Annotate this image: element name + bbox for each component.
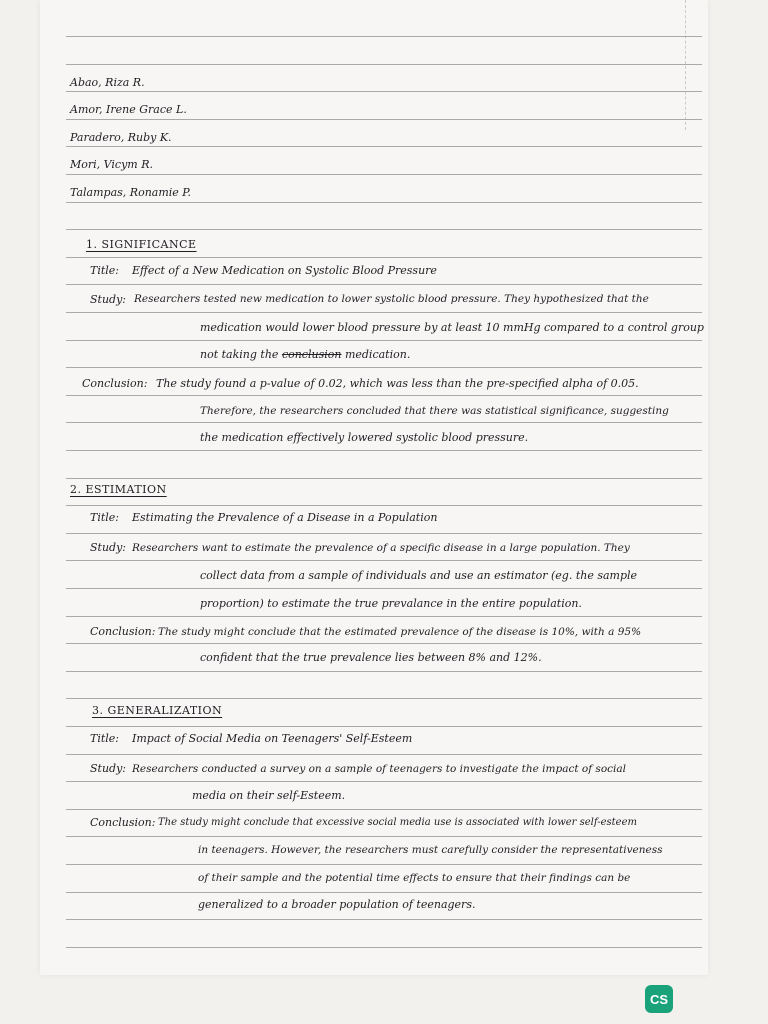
ruled-line: [66, 698, 702, 699]
study-text: medication would lower blood pressure by at least 10 mmHg compared to a control group: [200, 321, 704, 334]
conclusion-text: The study might conclude that excessive social media use is associated with lower self-esteem: [158, 817, 637, 828]
section-heading: 2. ESTIMATION: [70, 483, 167, 496]
conclusion-label: Conclusion:: [90, 816, 156, 829]
conclusion-text: the medication effectively lowered systolic blood pressure.: [200, 431, 529, 444]
study-label: Study:: [90, 762, 127, 775]
ruled-line: [66, 36, 702, 37]
ruled-line: [66, 671, 702, 672]
ruled-line: [66, 643, 702, 644]
ruled-line: [66, 91, 702, 92]
ruled-line: [66, 919, 702, 920]
study-title: Estimating the Prevalence of a Disease in a Population: [132, 511, 438, 524]
spiral-binding: [685, 0, 708, 130]
conclusion-label: Conclusion:: [82, 377, 148, 390]
ruled-line: [66, 174, 702, 175]
conclusion-text: generalized to a broader population of teenagers.: [198, 898, 476, 911]
ruled-line: [66, 505, 702, 506]
author-name: Amor, Irene Grace L.: [70, 103, 187, 116]
ruled-line: [66, 146, 702, 147]
study-text: proportion) to estimate the true prevalance in the entire population.: [200, 597, 582, 610]
ruled-line: [66, 781, 702, 782]
title-label: Title:: [90, 511, 120, 524]
ruled-line: [66, 257, 702, 258]
study-title: Impact of Social Media on Teenagers' Self-Esteem: [132, 732, 413, 745]
ruled-line: [66, 450, 702, 451]
conclusion-text: confident that the true prevalence lies between 8% and 12%.: [200, 651, 542, 664]
section-heading: 3. GENERALIZATION: [92, 704, 223, 717]
study-text: Researchers tested new medication to lower systolic blood pressure. They hypothesized that the: [134, 293, 649, 305]
camscanner-logo: CS: [645, 985, 673, 1013]
ruled-line: [66, 202, 702, 203]
ruled-line: [66, 395, 702, 396]
study-text: Researchers conducted a survey on a sample of teenagers to investigate the impact of social: [132, 763, 627, 775]
author-name: Mori, Vicym R.: [70, 158, 154, 171]
title-label: Title:: [90, 732, 120, 745]
study-label: Study:: [90, 293, 127, 306]
ruled-line: [66, 560, 702, 561]
crossed-out-word: conclusion: [281, 348, 342, 361]
conclusion-text: of their sample and the potential time effects to ensure that their findings can be: [198, 872, 631, 884]
ruled-line: [66, 616, 702, 617]
ruled-line: [66, 892, 702, 893]
ruled-line: [66, 809, 702, 810]
study-label: Study:: [90, 541, 127, 554]
ruled-line: [66, 726, 702, 727]
ruled-line: [66, 836, 702, 837]
conclusion-label: Conclusion:: [90, 625, 156, 638]
study-text: collect data from a sample of individuals and use an estimator (eg. the sample: [200, 569, 638, 582]
conclusion-text: in teenagers. However, the researchers must carefully consider the representativeness: [198, 844, 663, 856]
study-title: Effect of a New Medication on Systolic Blood Pressure: [132, 264, 437, 277]
study-text: media on their self-Esteem.: [192, 789, 346, 802]
ruled-line: [66, 340, 702, 341]
title-label: Title:: [90, 264, 120, 277]
conclusion-text: Therefore, the researchers concluded that there was statistical significance, suggesting: [200, 405, 669, 417]
study-text: Researchers want to estimate the prevalence of a specific disease in a large population. They: [132, 542, 630, 554]
ruled-line: [66, 119, 702, 120]
author-name: Talampas, Ronamie P.: [70, 186, 191, 199]
author-name: Abao, Riza R.: [70, 76, 145, 89]
study-text: not taking the conclusion medication.: [200, 348, 411, 361]
conclusion-text: The study might conclude that the estimated prevalence of the disease is 10%, with a 95%: [158, 626, 642, 638]
ruled-line: [66, 229, 702, 230]
ruled-line: [66, 864, 702, 865]
ruled-line: [66, 478, 702, 479]
ruled-line: [66, 367, 702, 368]
ruled-line: [66, 947, 702, 948]
ruled-line: [66, 312, 702, 313]
ruled-line: [66, 422, 702, 423]
conclusion-text: The study found a p-value of 0.02, which was less than the pre-specified alpha of 0.05.: [156, 377, 639, 390]
ruled-line: [66, 284, 702, 285]
notebook-page: [40, 0, 708, 975]
section-heading: 1. SIGNIFICANCE: [86, 238, 197, 251]
ruled-line: [66, 588, 702, 589]
author-name: Paradero, Ruby K.: [70, 131, 172, 144]
ruled-line: [66, 64, 702, 65]
ruled-line: [66, 533, 702, 534]
ruled-line: [66, 754, 702, 755]
